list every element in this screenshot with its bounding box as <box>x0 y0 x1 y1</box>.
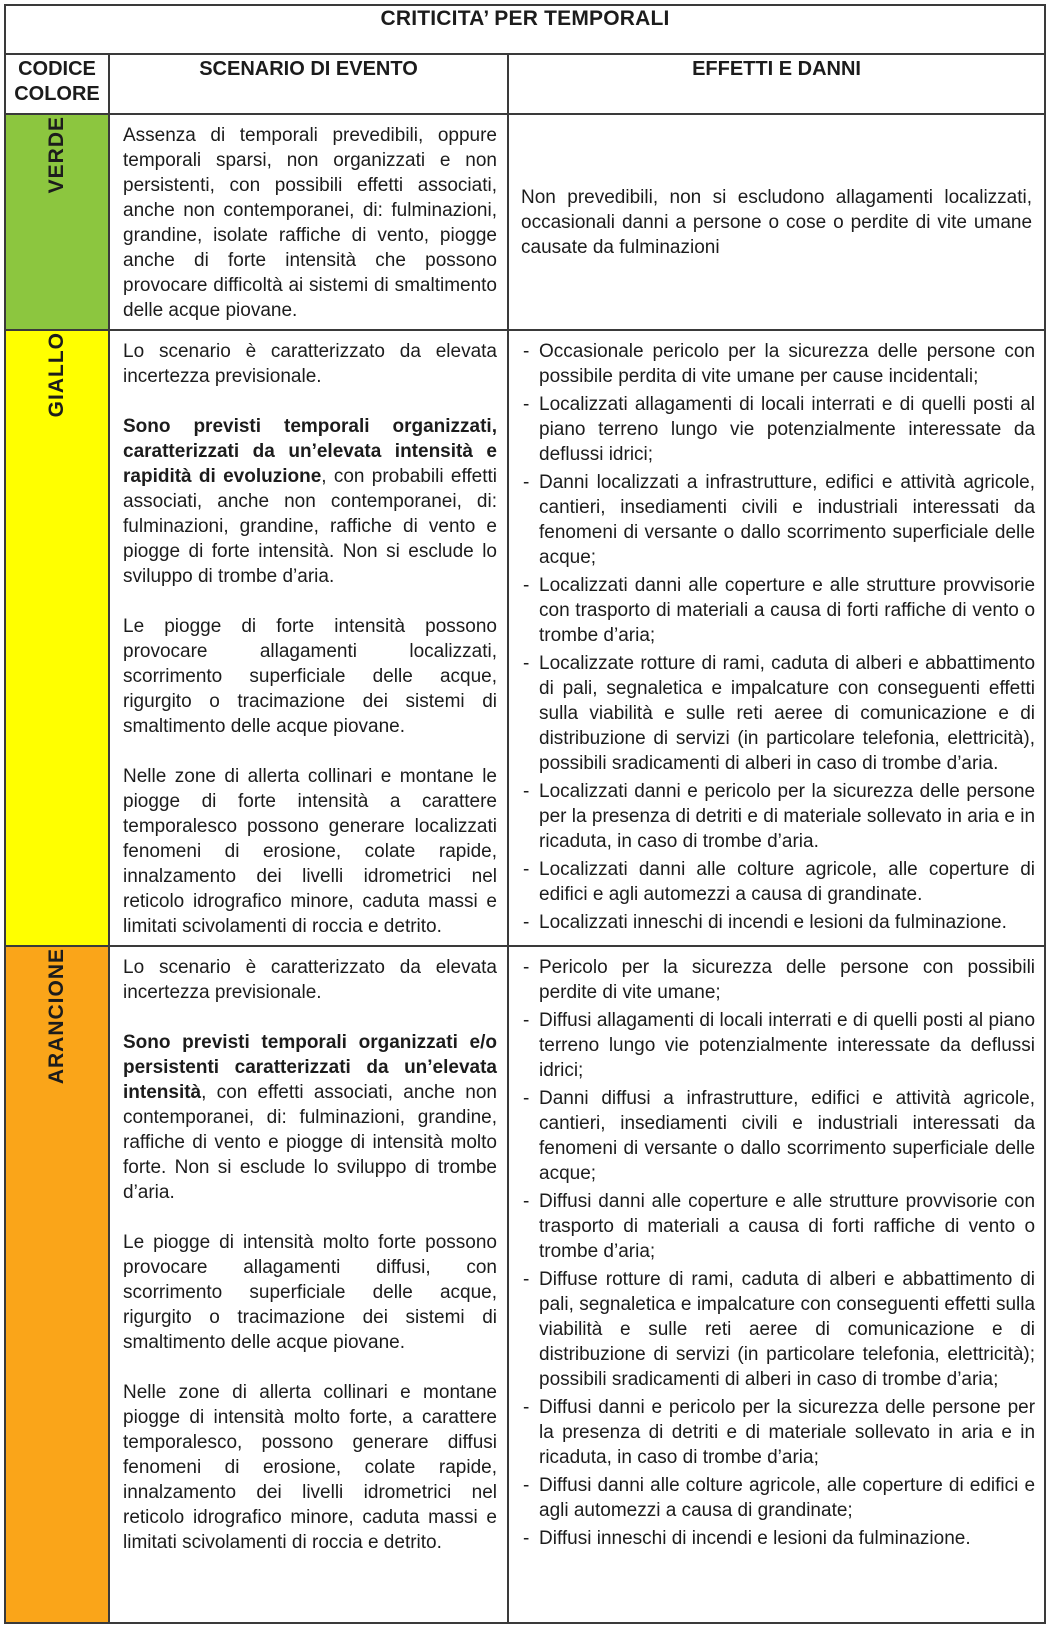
effects-cell-arancione <box>508 946 1045 1623</box>
header-row <box>5 54 1045 114</box>
title-row <box>5 5 1045 54</box>
scenario-paragraph: Nelle zone di allerta collinari e montane piogge di intensità molto forte, a carattere temporalesco, possono generare diffusi fenomeni di erosione, colate rapide, innalzamento dei livelli idrometrici nel reticolo idrografico minore, caduta massi e limitati scivolamenti di roccia e detrito. <box>123 1382 497 1553</box>
scenario-paragraph: Assenza di temporali prevedibili, oppure temporali sparsi, non organizzati e non persistenti, con possibili effetti associati, anche non contemporanei, di: fulminazioni, grandine, isolate raffiche di vento, piogge anche di forte intensità che possono provocare difficoltà ai sistemi di smaltimento delle acque piovane. <box>123 125 497 321</box>
table-row-arancione <box>5 946 1045 1623</box>
color-code-label-arancione: ARANCIONE <box>45 948 68 1085</box>
effects-list-arancione <box>517 955 1035 1551</box>
color-code-cell-giallo <box>5 330 109 946</box>
effect-item: - Pericolo per la sicurezza delle persone con possibili perdite di vite umane; <box>517 955 1035 1005</box>
scenario-cell-arancione <box>109 946 508 1623</box>
table-title: CRITICITA’ PER TEMPORALI <box>5 5 1045 54</box>
scenario-cell-verde <box>109 114 508 330</box>
column-header-scenario: SCENARIO DI EVENTO <box>109 54 508 114</box>
scenario-paragraph: Sono previsti temporali organizzati, caratterizzati da un’elevata intensità e rapidità di evoluzione, con probabili effetti associati, anche non contemporanei, di: fulminazioni, grandine, raffiche di vento e piogge di forte intensità. Non si esclude lo sviluppo di trombe d’aria. <box>123 416 498 587</box>
column-header-codice-colore: CODICE COLORE <box>5 54 109 114</box>
effects-cell-giallo <box>508 330 1045 946</box>
effect-item: - Diffuse rotture di rami, caduta di alberi e abbattimento di pali, segnaletica e impalcature con conseguenti effetti sulla viabilità e sulle reti aeree di comunicazione e di distribuzione di servizi (in particolare telefonia, elettricità); possibili sradicamenti di alberi in caso di trombe d’aria; <box>517 1267 1035 1392</box>
color-code-label-verde: VERDE <box>45 116 68 194</box>
effect-item: - Danni diffusi a infrastrutture, edifici e attività agricole, cantieri, insediamenti civili e industriali interessati da fenomeni di versante o dallo scorrimento superficiale delle acque; <box>517 1086 1035 1186</box>
scenario-paragraph: Lo scenario è caratterizzato da elevata incertezza previsionale. <box>123 957 497 1003</box>
color-code-cell-verde <box>5 114 109 330</box>
scenario-paragraph: Lo scenario è caratterizzato da elevata incertezza previsionale. <box>123 341 497 387</box>
scenario-cell-giallo <box>109 330 508 946</box>
effects-list-giallo <box>517 339 1035 935</box>
effects-cell-verde <box>508 114 1045 330</box>
table-row-verde <box>5 114 1045 330</box>
color-code-label-giallo: GIALLO <box>45 332 68 418</box>
effect-item: - Diffusi allagamenti di locali interrati e di quelli posti al piano terreno lungo vie potenzialmente interessate da deflussi idrici; <box>517 1008 1035 1083</box>
effect-item: - Localizzati inneschi di incendi e lesioni da fulminazione. <box>517 910 1035 935</box>
column-header-effetti: EFFETTI E DANNI <box>508 54 1045 114</box>
effect-item: - Localizzati danni e pericolo per la sicurezza delle persone per la presenza di detriti e di materiale sollevato in aria e in ricaduta, in caso di trombe d’aria. <box>517 779 1035 854</box>
effect-item: - Diffusi danni e pericolo per la sicurezza delle persone per la presenza di detriti e di materiale sollevato in aria e in ricaduta, in caso di trombe d’aria; <box>517 1395 1035 1470</box>
effect-item: - Localizzati danni alle coperture e alle strutture provvisorie con trasporto di materiali a causa di forti raffiche di vento o trombe d’aria; <box>517 573 1035 648</box>
effect-item: - Danni localizzati a infrastrutture, edifici e attività agricole, cantieri, insediamenti civili e industriali interessati da fenomeni di versante o dallo scorrimento superficiale delle acque; <box>517 470 1035 570</box>
effect-item: - Occasionale pericolo per la sicurezza delle persone con possibile perdita di vite umane per cause incidentali; <box>517 339 1035 389</box>
color-code-cell-arancione <box>5 946 109 1623</box>
effects-paragraph-verde: Non prevedibili, non si escludono allagamenti localizzati, occasionali danni a persone o cose o perdite di vite umane causate da fulminazioni <box>521 186 1033 258</box>
table-row-giallo <box>5 330 1045 946</box>
scenario-paragraph: Le piogge di forte intensità possono provocare allagamenti localizzati, scorrimento superficiale delle acque, rigurgito o tracimazione dei sistemi di smaltimento delle acque piovane. <box>123 616 497 737</box>
effect-item: - Diffusi danni alle coperture e alle strutture provvisorie con trasporto di materiali a causa di forti raffiche di vento o trombe d’aria; <box>517 1189 1035 1264</box>
effect-item: - Localizzati danni alle colture agricole, alle coperture di edifici e agli automezzi a causa di grandinate. <box>517 857 1035 907</box>
scenario-paragraph: Sono previsti temporali organizzati e/o persistenti caratterizzati da un’elevata intensità, con effetti associati, anche non contemporanei, di: fulminazioni, grandine, raffiche di vento e piogge di intensità molto forte. Non si esclude lo sviluppo di trombe d’aria. <box>123 1032 497 1203</box>
effect-item: - Diffusi danni alle colture agricole, alle coperture di edifici e agli automezzi a causa di grandinate; <box>517 1473 1035 1523</box>
effect-item: - Localizzati allagamenti di locali interrati e di quelli posti al piano terreno lungo vie potenzialmente interessate da deflussi idrici; <box>517 392 1035 467</box>
criticita-temporali-table <box>4 4 1046 1624</box>
scenario-paragraph: Nelle zone di allerta collinari e montane le piogge di forte intensità a carattere temporalesco possono generare localizzati fenomeni di erosione, colate rapide, innalzamento dei livelli idrometrici nel reticolo idrografico minore, caduta massi e limitati scivolamenti di roccia e detrito. <box>123 766 497 937</box>
effect-item: - Localizzate rotture di rami, caduta di alberi e abbattimento di pali, segnaletica e impalcature con conseguenti effetti sulla viabilità e sulle reti aeree di comunicazione e di distribuzione di servizi (in particolare telefonia, elettricità), possibili sradicamenti di alberi in caso di trombe d’aria. <box>517 651 1035 776</box>
effect-item: - Diffusi inneschi di incendi e lesioni da fulminazione. <box>517 1526 1035 1551</box>
scenario-paragraph: Le piogge di intensità molto forte possono provocare allagamenti diffusi, con scorrimento superficiale delle acque, rigurgito o tracimazione dei sistemi di smaltimento delle acque piovane. <box>123 1232 497 1353</box>
